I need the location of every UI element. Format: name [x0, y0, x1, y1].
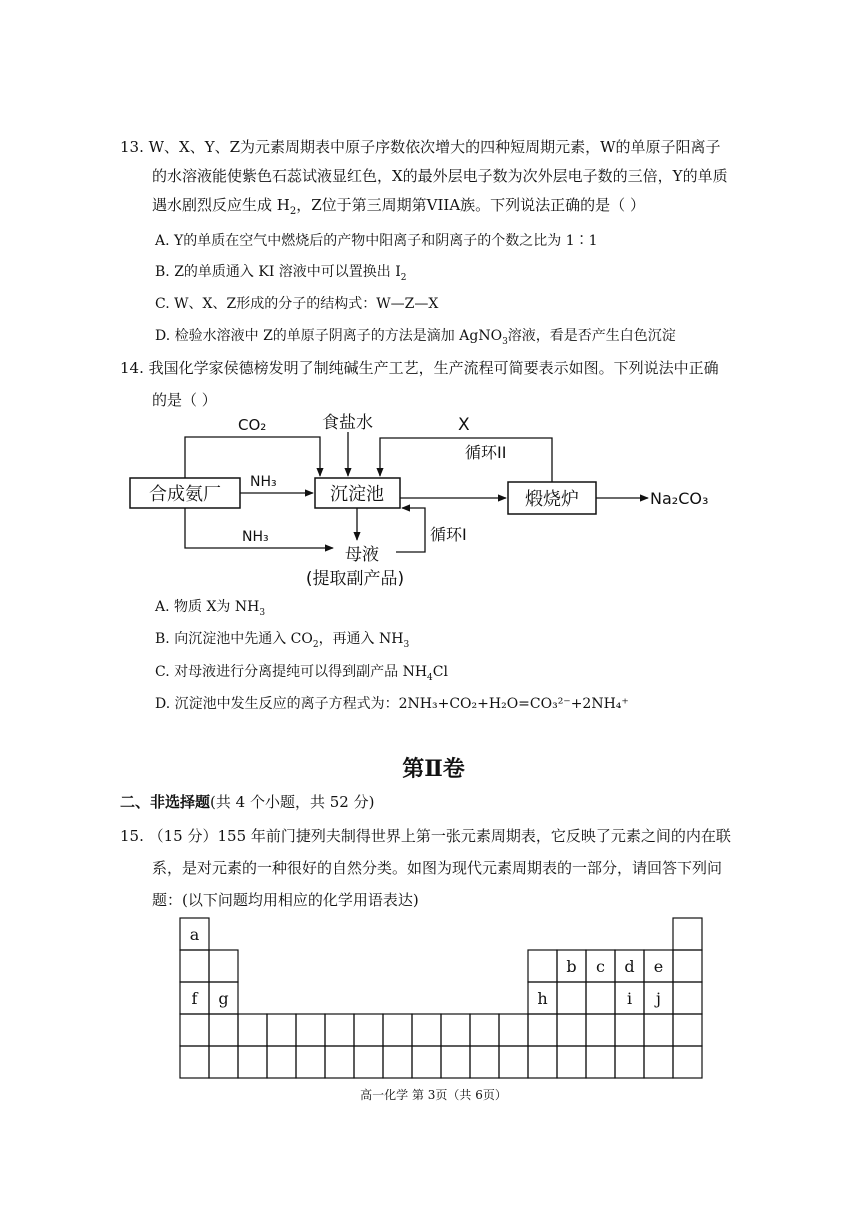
element-label-i: i: [626, 989, 633, 1008]
cell: [557, 1046, 586, 1078]
element-label-f: f: [191, 989, 198, 1008]
q13-option-b: B. Z的单质通入 KI 溶液中可以置换出 $I_2$: [155, 264, 407, 283]
cell: [209, 1046, 238, 1078]
cell: [615, 1046, 644, 1078]
cell: [615, 1014, 644, 1046]
cell: [383, 1014, 412, 1046]
q14-number: 14.: [120, 359, 144, 377]
x-label: X: [458, 415, 470, 435]
cell: [673, 982, 702, 1014]
cell: [644, 1046, 673, 1078]
cell: [238, 1046, 267, 1078]
cell: [209, 950, 238, 982]
element-label-d: d: [624, 957, 635, 976]
cell: [296, 1014, 325, 1046]
q13-number: 13.: [120, 138, 144, 156]
brine-label: 食盐水: [322, 413, 373, 433]
cell: [383, 1046, 412, 1078]
cell: [644, 1014, 673, 1046]
element-label-h: h: [537, 989, 548, 1008]
cell: [673, 918, 702, 950]
cell: [499, 1014, 528, 1046]
cell: [557, 982, 586, 1014]
co2-label: CO₂: [238, 416, 267, 434]
cell: [441, 1014, 470, 1046]
cell: [180, 1014, 209, 1046]
factory-label: 合成氨厂: [149, 484, 221, 505]
cell: [325, 1014, 354, 1046]
cell: [528, 1046, 557, 1078]
cell: [354, 1014, 383, 1046]
furnace-label: 煅烧炉: [525, 489, 579, 510]
cell: [441, 1046, 470, 1078]
q13-text1: W、X、Y、Z为元素周期表中原子序数依次增大的四种短周期元素，W的单原子阳离子: [148, 138, 721, 156]
cell: [412, 1014, 441, 1046]
cell: [354, 1046, 383, 1078]
cell: [267, 1014, 296, 1046]
byproduct-label: (提取副产品): [305, 569, 405, 589]
q13-line1: [120, 137, 720, 157]
cycle2-label: 循环II: [465, 443, 507, 462]
cell: [267, 1046, 296, 1078]
q13-option-d: D. 检验水溶液中 Z的单原子阴离子的方法是滴加 AgNO$_3$溶液，看是否产生白色沉淀: [155, 328, 676, 347]
cell: [325, 1046, 354, 1078]
q13-line3: 遇水剧烈反应生成 $H_2$，Z位于第三周期第VIIA族。下列说法正确的是（ ）: [152, 196, 645, 217]
q13-line2: 的水溶液能使紫色石蕊试液显红色，X的最外层电子数为次外层电子数的三倍，Y的单质: [152, 167, 728, 185]
cell: [238, 1014, 267, 1046]
page-footer: 高一化学 第 3页（共 6页）: [360, 1088, 507, 1102]
q15-line2: 系，是对元素的一种很好的自然分类。如图为现代元素周期表的一部分，请回答下列问: [152, 859, 723, 877]
q14-line1: 14. 我国化学家侯德榜发明了制纯碱生产工艺，生产流程可简要表示如图。下列说法中正确: [120, 359, 719, 377]
cell: [673, 1046, 702, 1078]
q14-option-b: B. 向沉淀池中先通入 $CO_2$，再通入 $NH_3$: [155, 631, 410, 650]
nh3-top-label: NH₃: [250, 474, 277, 490]
cell: [180, 950, 209, 982]
q14-line2: 的是（ ）: [152, 391, 217, 409]
element-label-g: g: [218, 989, 229, 1008]
section-heading: 二、非选择题(共 4 个小题，共 52 分): [120, 793, 375, 811]
q13-option-a: A. Y的单质在空气中燃烧后的产物中阳离子和阴离子的个数之比为 1∶1: [155, 233, 598, 249]
mother-label: 母液: [345, 545, 379, 565]
cell: [528, 950, 557, 982]
cell: [470, 1014, 499, 1046]
cell: [412, 1046, 441, 1078]
q14-option-d: D. 沉淀池中发生反应的离子方程式为：2NH₃+CO₂+H₂O=CO₃²⁻+2NH₄⁺: [155, 696, 629, 712]
q15-line1: 15. （15 分）155 年前门捷列夫制得世界上第一张元素周期表，它反映了元素之间的内在联: [120, 827, 731, 845]
cycle1-arrow: [396, 508, 425, 552]
co2-arrow: [185, 437, 320, 478]
cell: [586, 1046, 615, 1078]
soda-process-flowchart: [120, 400, 740, 600]
element-label-b: b: [566, 957, 577, 976]
q14-option-a: A. 物质 X为 $NH_3$: [155, 599, 266, 618]
cell: [586, 982, 615, 1014]
q14-option-c: C. 对母液进行分离提纯可以得到副产品 $NH_4Cl$: [155, 664, 448, 683]
product-label: Na₂CO₃: [650, 489, 709, 508]
cell: [499, 1046, 528, 1078]
cell: [209, 1014, 238, 1046]
element-label-e: e: [653, 957, 664, 976]
tank-label: 沉淀池: [330, 484, 384, 505]
cell: [528, 1014, 557, 1046]
element-label-a: a: [189, 925, 200, 944]
element-label-c: c: [596, 957, 605, 976]
cell: [557, 1014, 586, 1046]
periodic-table-fragment: [170, 915, 710, 1085]
cell: [673, 950, 702, 982]
element-label-j: j: [656, 989, 661, 1008]
section-title: 第Ⅱ卷: [402, 756, 465, 782]
nh3-bottom-label: NH₃: [242, 529, 269, 545]
q13-option-c: C. W、X、Z形成的分子的结构式：W—Z—X: [155, 296, 439, 312]
q15-line3: 题：(以下问题均用相应的化学用语表达): [152, 891, 419, 909]
cell: [673, 1014, 702, 1046]
cycle1-label: 循环I: [430, 525, 467, 544]
cell: [470, 1046, 499, 1078]
cell: [180, 1046, 209, 1078]
cell: [296, 1046, 325, 1078]
cell: [586, 1014, 615, 1046]
